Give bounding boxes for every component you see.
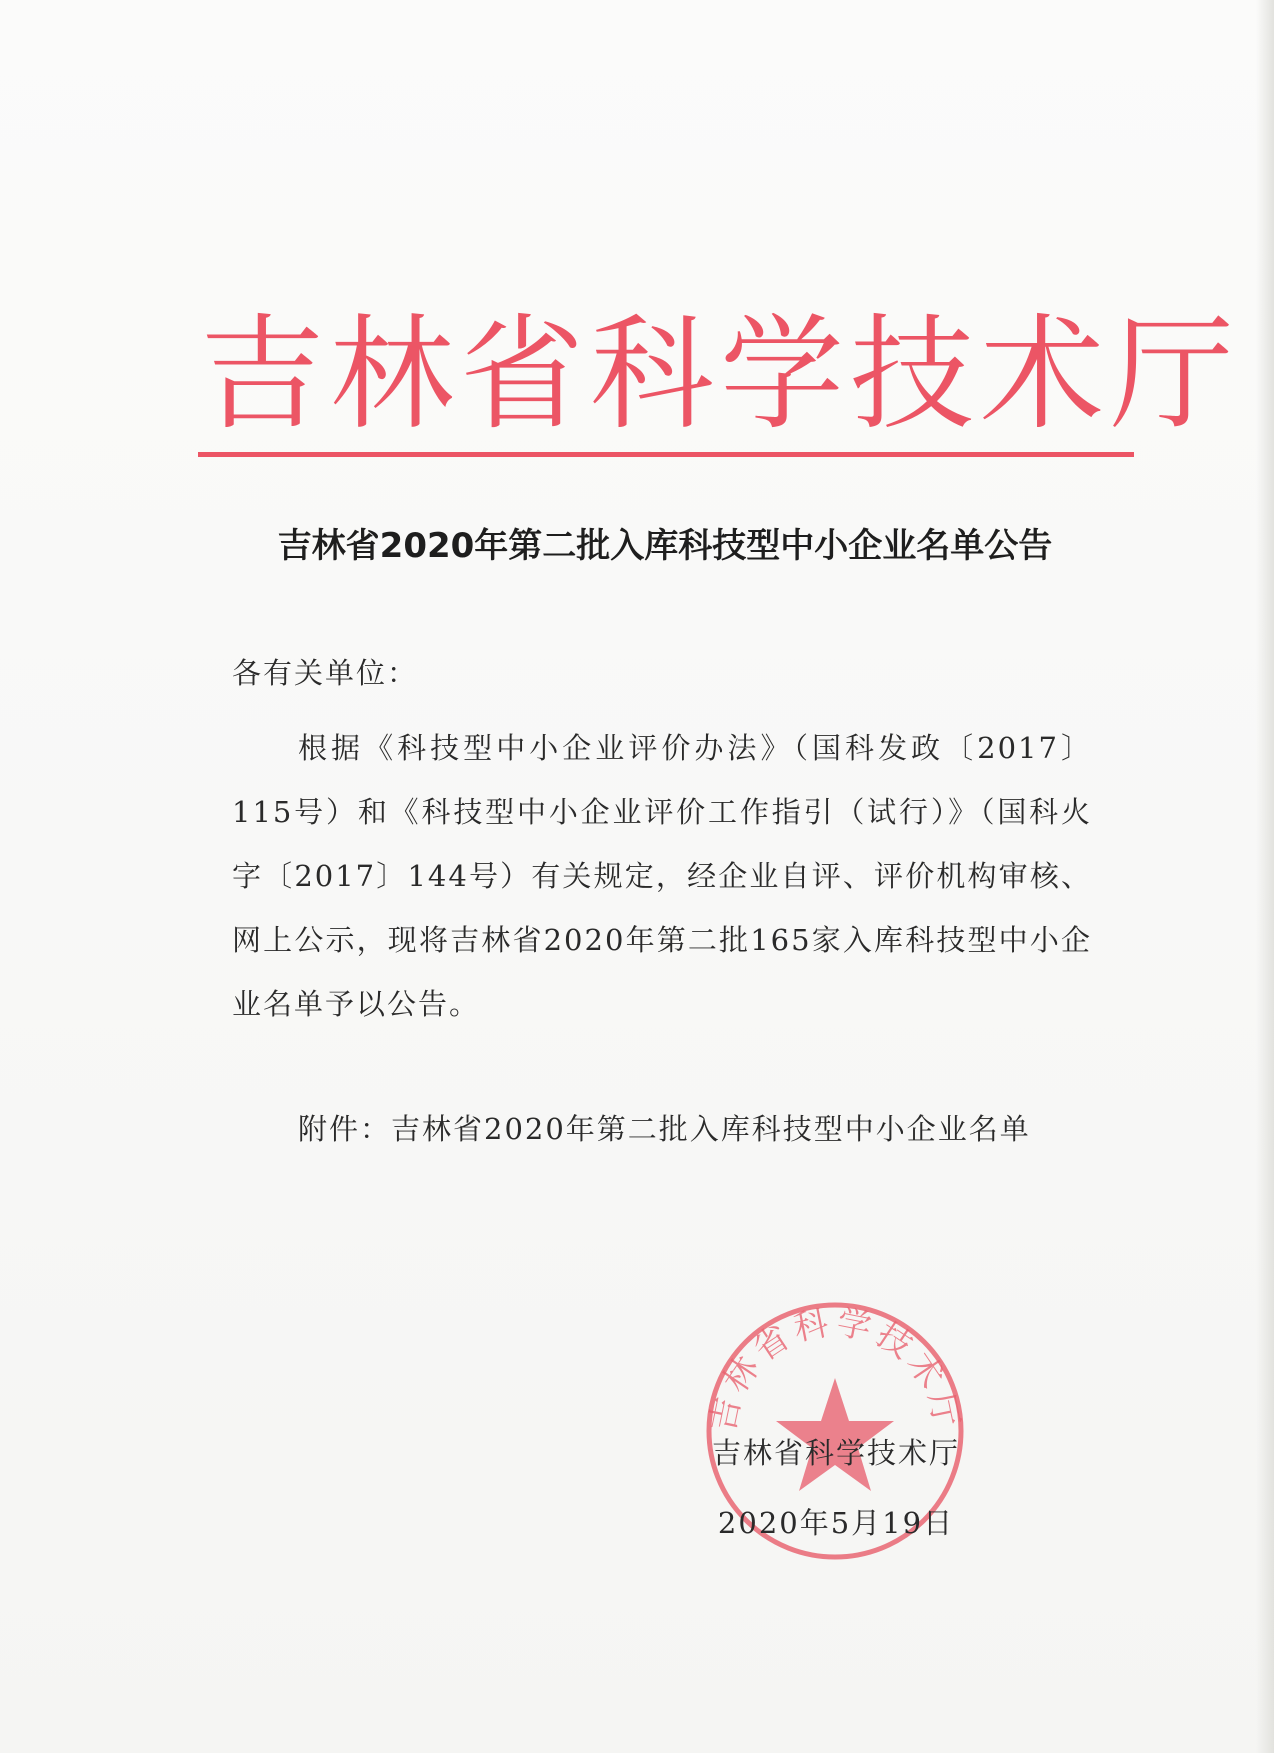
issuer-masthead: 吉林省科学技术厅 <box>200 303 1241 447</box>
scan-edge-shadow <box>1256 0 1274 1753</box>
signature-date: 2020年5月19日 <box>717 1506 955 1540</box>
body-paragraph: 根据《科技型中小企业评价办法》（国科发政〔2017〕115号）和《科技型中小企业评价工作指引（试行）》（国科火字〔2017〕144号）有关规定，经企业自评、评价机构审核、网上公示，现将吉林省2020年第二批165家入库科技型中小企业名单予以公告。 <box>232 731 1092 1021</box>
notice-title: 吉林省2020年第二批入库科技型中小企业名单公告 <box>277 526 1053 566</box>
salutation: 各有关单位： <box>232 656 419 690</box>
masthead-red-rule <box>198 452 1134 457</box>
signature-organization: 吉林省科学技术厅 <box>711 1436 960 1470</box>
attachment-line: 附件：吉林省2020年第二批入库科技型中小企业名单 <box>298 1112 1031 1146</box>
seal-text: 吉林省科学技术厅 <box>702 1302 968 1436</box>
